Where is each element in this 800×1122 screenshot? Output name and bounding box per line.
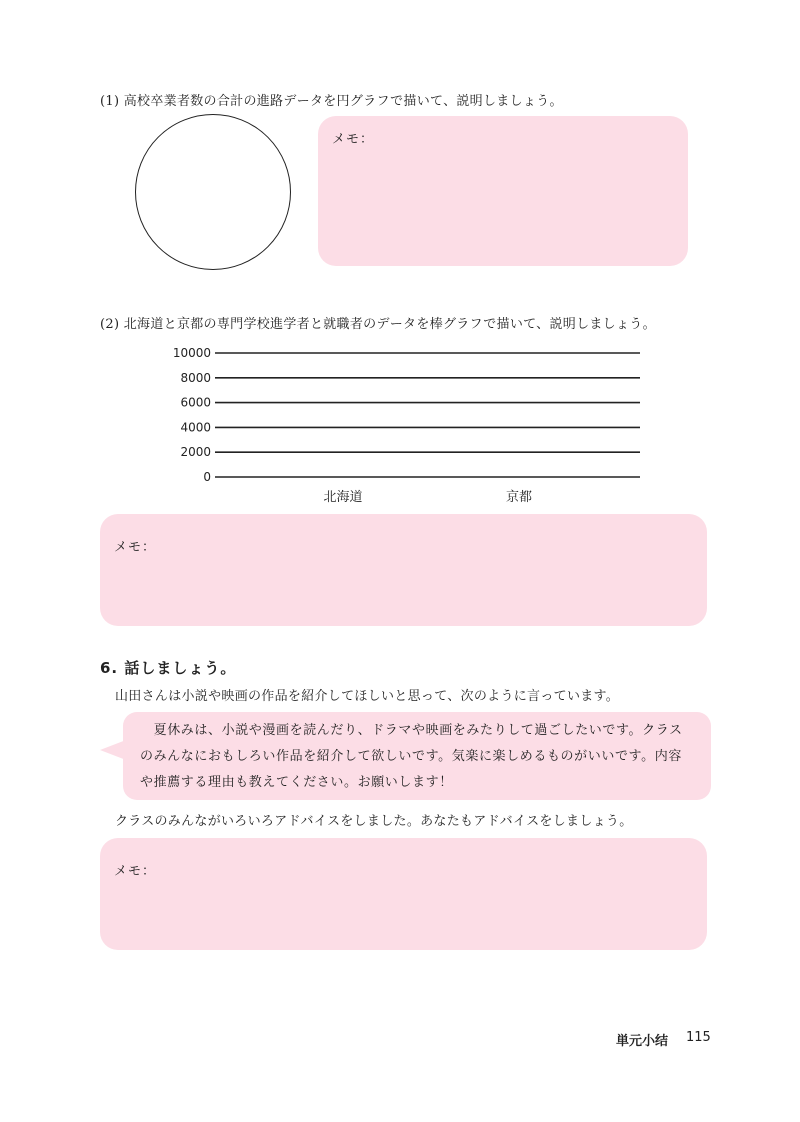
speech-line-1: 夏休みは、小説や漫画を読んだり、ドラマや映画をみたりして過ごしたいです。クラス [140, 723, 683, 738]
memo-box-2[interactable] [100, 514, 707, 626]
y-tick-label-8000: 8000 [180, 370, 211, 385]
memo-box-3[interactable] [100, 838, 707, 950]
section-6-title: 6. 話しましょう。 [100, 659, 237, 677]
y-tick-label-2000: 2000 [180, 445, 211, 460]
y-tick-label-10000: 10000 [172, 346, 211, 360]
x-tick-label-1: 北海道 [323, 490, 363, 505]
y-tick-label-4000: 4000 [180, 420, 211, 435]
memo-label: メモ： [332, 132, 375, 147]
y-tick-label-6000: 6000 [180, 395, 211, 410]
footer-unit-label: 単元小结 [616, 1034, 669, 1049]
bar-chart-x-tick-labels [323, 489, 532, 505]
bar-chart-y-tick-labels [173, 346, 211, 484]
memo-label: メモ： [114, 864, 157, 879]
page-number: 115 [686, 1030, 711, 1045]
memo-label: メモ： [114, 540, 157, 555]
speech-line-2: のみんなにおもしろい作品を紹介して欲しいです。気楽に楽しめるものがいいです。内容 [140, 749, 682, 764]
speech-line-3: や推薦する理由も教えてください。お願いします！ [140, 775, 453, 790]
speech-bubble-text [140, 718, 700, 796]
question-1-text: (1) 高校卒業者数の合計の進路データを円グラフで描いて、説明しましょう。 [100, 94, 563, 109]
x-tick-label-2: 京都 [505, 490, 533, 505]
question-2-text: (2) 北海道と京都の専門学校進学者と就職者のデータを棒グラフで描いて、説明しましょう。 [100, 317, 656, 332]
section-6-intro: 山田さんは小説や映画の作品を紹介してほしいと思って、次のように言っています。 [115, 689, 620, 704]
section-6-follow-up: クラスのみんながいろいろアドバイスをしました。あなたもアドバイスをしましょう。 [115, 814, 633, 829]
y-tick-label-0: 0 [203, 470, 211, 484]
speech-bubble-tail [100, 740, 126, 760]
bar-chart-grid [215, 353, 640, 477]
